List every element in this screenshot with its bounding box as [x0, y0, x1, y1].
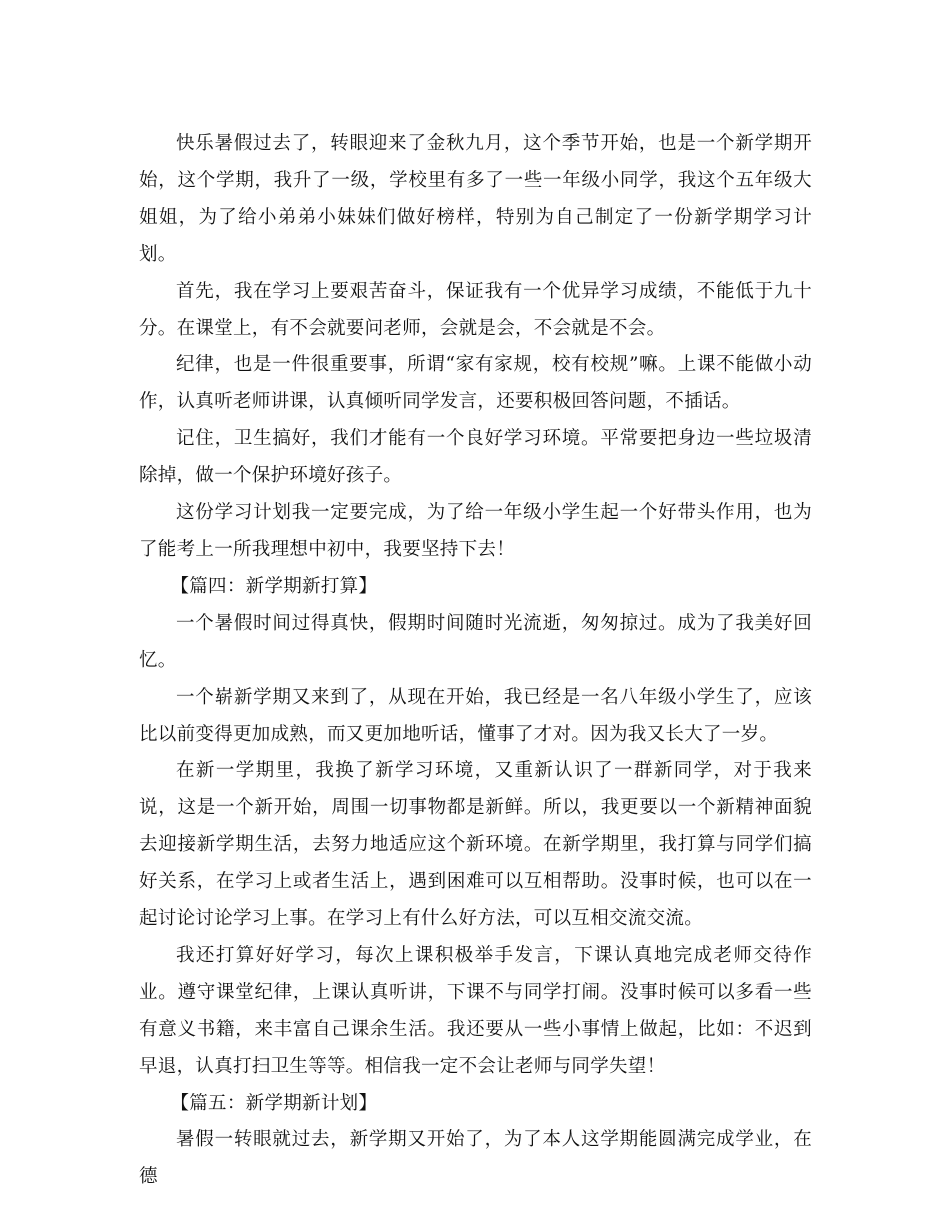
paragraph: 一个崭新学期又来到了，从现在开始，我已经是一名八年级小学生了，应该比以前变得更加成熟，而又更加地听话，懂事了才对。因为我又长大了一岁。: [139, 686, 812, 745]
paragraph: 在新一学期里，我换了新学习环境，又重新认识了一群新同学，对于我来说，这是一个新开始，周围一切事物都是新鲜。所以，我更要以一个新精神面貌去迎接新学期生活，去努力地适应这个新环境。在新学期里，我打算与同学们搞好关系，在学习上或者生活上，遇到困难可以互相帮助。没事时候，也可以在一起讨论讨论学习上事。在学习上有什么好方法，可以互相交流交流。: [139, 760, 812, 930]
paragraph: 记住，卫生搞好，我们才能有一个良好学习环境。平常要把身边一些垃圾清除掉，做一个保护环境好孩子。: [139, 428, 812, 487]
paragraph: 首先，我在学习上要艰苦奋斗，保证我有一个优异学习成绩，不能低于九十分。在课堂上，有不会就要问老师，会就是会，不会就是不会。: [139, 280, 812, 339]
paragraph: 纪律，也是一件很重要事，所谓“家有家规，校有校规”嘛。上课不能做小动作，认真听老师讲课，认真倾听同学发言，还要积极回答问题，不插话。: [139, 354, 812, 413]
document-body: [139, 126, 812, 1196]
paragraph: 快乐暑假过去了，转眼迎来了金秋九月，这个季节开始，也是一个新学期开始，这个学期，我升了一级，学校里有多了一些一年级小同学，我这个五年级大姐姐，为了给小弟弟小妹妹们做好榜样，特别为自己制定了一份新学期学习计划。: [139, 133, 812, 265]
section-heading: 【篇四：新学期新打算】: [170, 575, 378, 597]
paragraph: 这份学习计划我一定要完成，为了给一年级小学生起一个好带头作用，也为了能考上一所我理想中初中，我要坚持下去！: [139, 502, 812, 560]
section-heading: 【篇五：新学期新计划】: [170, 1092, 378, 1114]
paragraph: 暑假一转眼就过去，新学期又开始了，为了本人这学期能圆满完成学业，在德: [139, 1129, 812, 1188]
paragraph: 一个暑假时间过得真快，假期时间随时光流逝，匆匆掠过。成为了我美好回忆。: [139, 612, 812, 671]
paragraph: 我还打算好好学习，每次上课积极举手发言，下课认真地完成老师交待作业。遵守课堂纪律，上课认真听讲，下课不与同学打闹。没事时候可以多看一些有意义书籍，来丰富自己课余生活。我还要从一些小事情上做起，比如：不迟到早退，认真打扫卫生等等。相信我一定不会让老师与同学失望！: [139, 944, 812, 1077]
